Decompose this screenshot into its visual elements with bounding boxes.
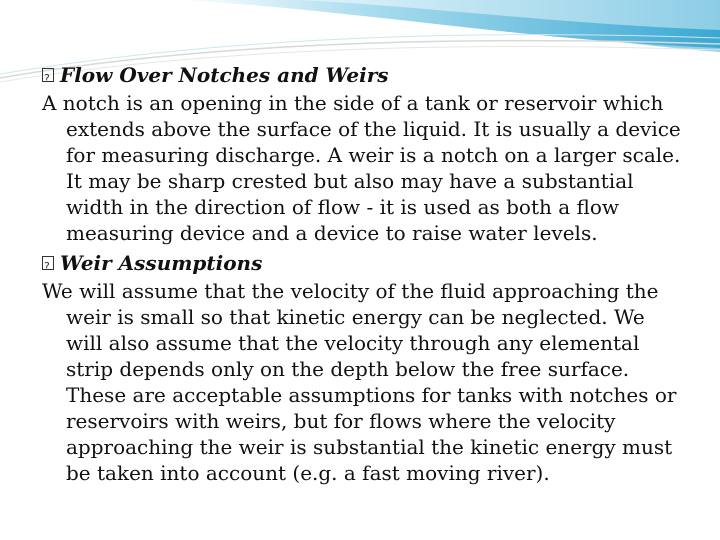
bullet-icon bbox=[42, 256, 54, 270]
heading-text: Weir Assumptions bbox=[60, 251, 263, 275]
paragraph-notches: A notch is an opening in the side of a tank or reservoir which extends above the surface of the liquid. It is usually a device for measuring discharge. A weir is a notch on a larger scale. It may be sharp crested but also may have a substantial width in the direction of flow - it is used as both a flow measuring device and a device to raise water levels. bbox=[42, 91, 681, 245]
section-heading-weir-assumptions bbox=[42, 250, 682, 276]
heading-text: Flow Over Notches and Weirs bbox=[60, 63, 389, 87]
paragraph-weir-assumptions: We will assume that the velocity of the fluid approaching the weir is small so that kinetic energy can be neglected. We will also assume that the velocity through any elemental strip depends only on the depth below the free surface. These are acceptable assumptions for tanks with notches or reservoirs with weirs, but for flows where the velocity approaching the weir is substantial the kinetic energy must be taken into account (e.g. a fast moving river). bbox=[42, 279, 677, 485]
section-heading-flow-over-notches bbox=[42, 62, 682, 88]
bullet-icon bbox=[42, 68, 54, 82]
slide-content bbox=[42, 58, 682, 486]
